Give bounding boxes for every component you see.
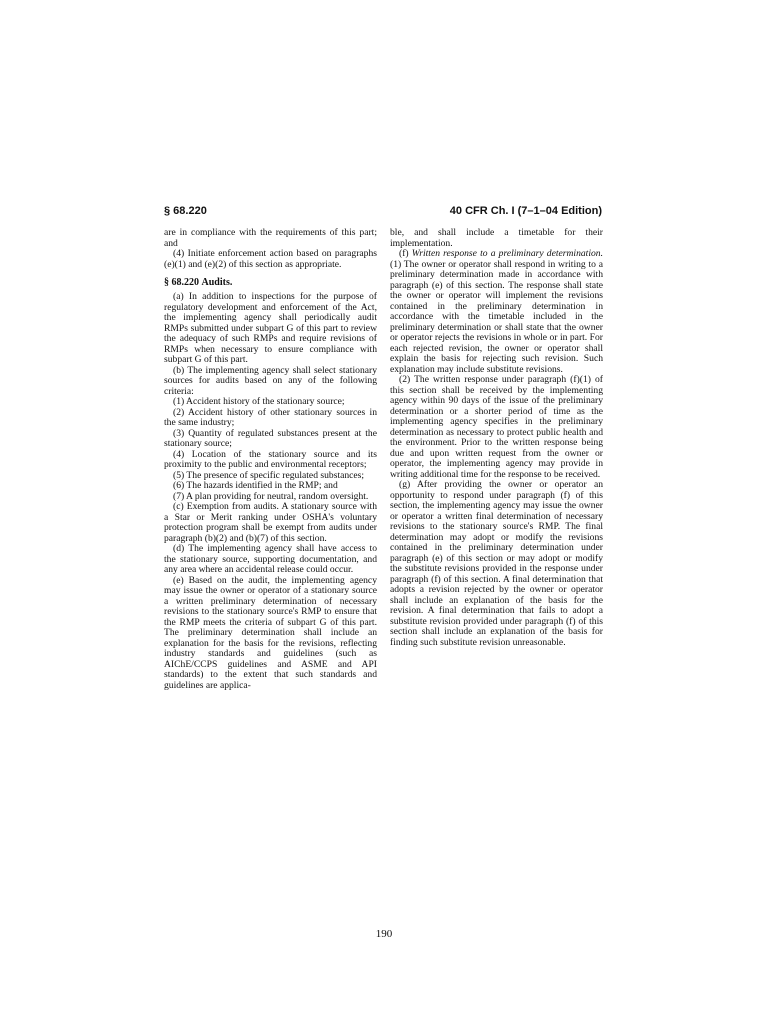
paragraph: (g) After providing the owner or operator an opportunity to respond under paragraph (f) of this section, the implementing agency may issue the owner or operator a written final determination of necessary revisions to the stationary source's RMP. The final determination may adopt or modify the revisions contained in the preliminary determination under paragraph (e) of this section or may adopt or modify the substitute revisions provided in the response under paragraph (f) of this section. A final determination that adopts a revision rejected by the owner or operator shall include an explanation of the basis for the revision. A final determination that fails to adopt a substitute revision provided under paragraph (f) of this section shall include an explanation of the basis for finding such substitute revision unreasonable.	[390, 479, 603, 648]
paragraph: (a) In addition to inspections for the purpose of regulatory development and enforcement of the Act, the implementing agency shall periodically audit RMPs submitted under subpart G of this part to review the adequacy of such RMPs and require revisions of RMPs when necessary to ensure compliance with subpart G of this part.	[164, 291, 377, 365]
paragraph: (4) Location of the stationary source and its proximity to the public and environmental receptors;	[164, 448, 377, 470]
page-number: 190	[375, 928, 393, 940]
paragraph: (4) Initiate enforcement action based on paragraphs (e)(1) and (e)(2) of this section as appropriate.	[164, 248, 377, 270]
paragraph: (6) The hazards identified in the RMP; and	[173, 480, 338, 491]
running-head-section: § 68.220	[164, 205, 207, 217]
running-head	[164, 205, 602, 221]
section-number: § 68.220	[164, 277, 199, 288]
paragraph: (5) The presence of specific regulated substances;	[173, 469, 365, 481]
section-heading	[164, 277, 377, 289]
right-column	[390, 228, 603, 648]
paragraph: (1) Accident history of the stationary source;	[173, 396, 345, 407]
paragraph: ble, and shall include a timetable for their implementation.	[390, 227, 603, 249]
paragraph-heading: Written response to a preliminary determination.	[411, 248, 603, 259]
section-title: Audits.	[201, 277, 233, 288]
paragraph: (2) Accident history of other stationary sources in the same industry;	[164, 406, 377, 428]
paragraph: (b) The implementing agency shall select stationary sources for audits based on any of the following criteria:	[164, 364, 377, 397]
paragraph: (7) A plan providing for neutral, random oversight.	[173, 490, 369, 502]
paragraph: (c) Exemption from audits. A stationary source with a Star or Merit ranking under OSHA's voluntary protection program shall be exempt from audits under paragraph (b)(2) and (b)(7) of this section.	[164, 501, 377, 544]
paragraph-lead: (f)	[399, 248, 412, 259]
left-column	[164, 228, 377, 691]
paragraph: (e) Based on the audit, the implementing agency may issue the owner or operator of a stationary source a written preliminary determination of necessary revisions to the stationary source's RMP to ensure that the RMP meets the criteria of subpart G of this part. The preliminary determination shall include an explanation for the basis for the revisions, reflecting industry standards and guidelines (such as AIChE/CCPS guidelines and ASME and API standards) to the extent that such standards and guidelines are applica-	[164, 574, 377, 691]
paragraph	[390, 249, 603, 375]
paragraph: (3) Quantity of regulated substances present at the stationary source;	[164, 427, 377, 449]
paragraph: (d) The implementing agency shall have access to the stationary source, supporting documentation, and any area where an accidental release could occur.	[164, 543, 377, 575]
paragraph-text: (1) The owner or operator shall respond in writing to a preliminary determination made in accordance with paragraph (e) of this section. The response shall state the owner or operator will implement the revisions contained in the preliminary determination in accordance with the timetable included in the preliminary determination or shall state that the owner or operator rejects the revisions in whole or in part. For each rejected revision, the owner or operator shall explain the basis for rejecting such revision. Such explanation may include substitute revisions.	[390, 258, 603, 375]
running-head-citation: 40 CFR Ch. I (7–1–04 Edition)	[449, 205, 602, 217]
paragraph: (2) The written response under paragraph (f)(1) of this section shall be received by the implementing agency within 90 days of the issue of the preliminary determination or a shorter period of time as the implementing agency specifies in the preliminary determination as necessary to protect public health and the environment. Prior to the written response being due and upon written request from the owner or operator, the implementing agency may provide in writing additional time for the response to be received.	[390, 374, 603, 480]
paragraph: are in compliance with the requirements of this part; and	[164, 227, 377, 249]
